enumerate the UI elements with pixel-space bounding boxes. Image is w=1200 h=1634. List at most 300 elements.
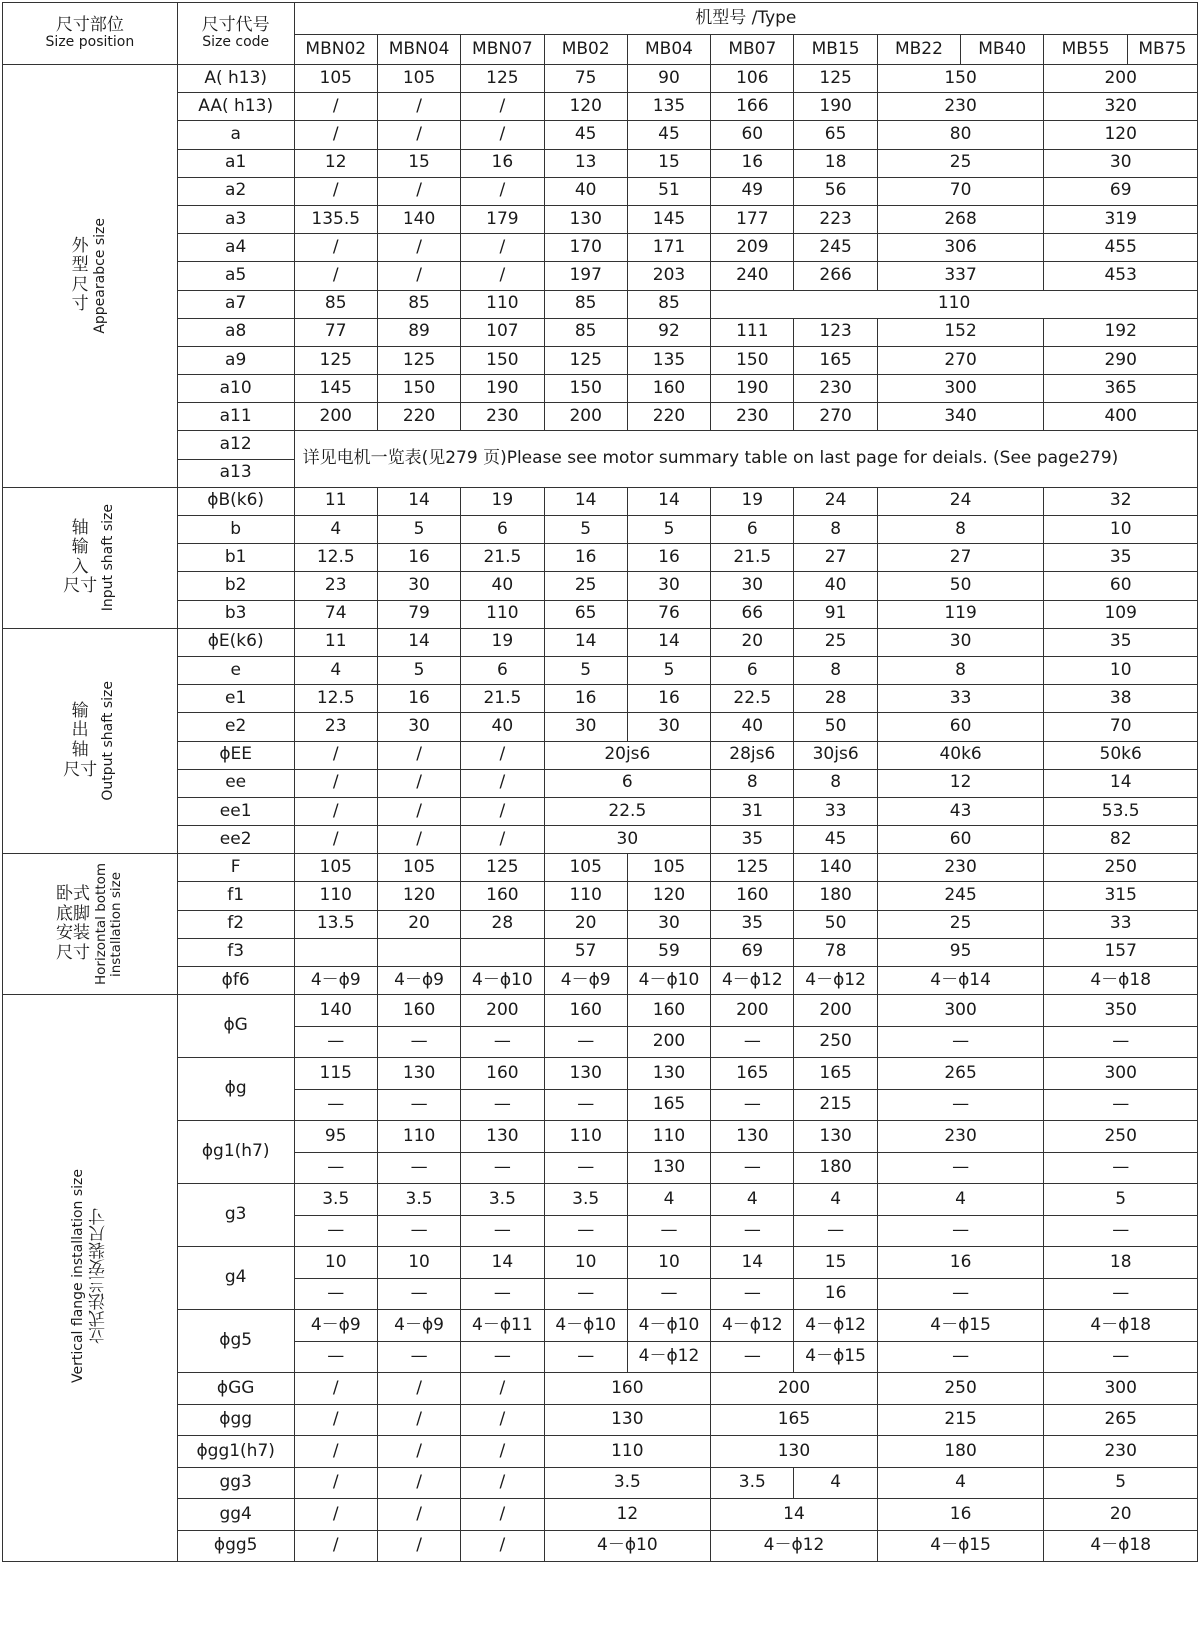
value-cell: 14 xyxy=(627,628,710,656)
value-cell: 230 xyxy=(877,854,1044,882)
table-row xyxy=(3,121,1198,149)
value-cell: 5 xyxy=(627,656,710,684)
size-code-cell: gg4 xyxy=(177,1499,294,1531)
value-cell: 12 xyxy=(544,1499,711,1531)
value-cell: — xyxy=(877,1215,1044,1247)
value-cell: 150 xyxy=(544,375,627,403)
value-cell: 150 xyxy=(461,346,544,374)
value-cell: 4 xyxy=(877,1467,1044,1499)
section-cn-line: 尺寸 xyxy=(63,576,98,597)
value-cell: 115 xyxy=(294,1058,377,1090)
value-cell: 16 xyxy=(627,544,710,572)
value-cell: — xyxy=(794,1215,877,1247)
value-cell: 85 xyxy=(377,290,460,318)
value-cell: 89 xyxy=(377,318,460,346)
value-cell: 60 xyxy=(877,826,1044,854)
value-cell: — xyxy=(461,1215,544,1247)
value-cell: 8 xyxy=(711,769,794,797)
value-cell: 19 xyxy=(461,487,544,515)
value-cell: 13 xyxy=(544,149,627,177)
value-cell: 152 xyxy=(877,318,1044,346)
value-cell: 120 xyxy=(627,882,710,910)
table-row xyxy=(3,1373,1198,1405)
value-cell: — xyxy=(1044,1341,1198,1373)
value-cell: 69 xyxy=(1044,177,1198,205)
section-cn-line: 出 xyxy=(71,720,89,741)
value-cell: 125 xyxy=(544,346,627,374)
section-label-appearance xyxy=(72,218,108,334)
value-cell: — xyxy=(627,1278,710,1310)
value-cell: 16 xyxy=(711,149,794,177)
value-cell: / xyxy=(461,1373,544,1405)
section-appearance xyxy=(3,65,178,488)
value-cell: 160 xyxy=(461,882,544,910)
value-cell: — xyxy=(1044,1089,1198,1121)
value-cell: 453 xyxy=(1044,262,1198,290)
table-row xyxy=(3,375,1198,403)
table-row xyxy=(3,685,1198,713)
value-cell: 4－ϕ15 xyxy=(794,1341,877,1373)
table-row xyxy=(3,290,1198,318)
value-cell: 28 xyxy=(794,685,877,713)
value-cell: 140 xyxy=(794,854,877,882)
section-cn-line: 底脚 xyxy=(56,903,91,924)
value-cell: 92 xyxy=(627,318,710,346)
section-output xyxy=(3,628,178,854)
section-cn-line: 安装 xyxy=(56,923,91,944)
size-code-cell: f1 xyxy=(177,882,294,910)
value-cell: 215 xyxy=(794,1089,877,1121)
section-cn-input xyxy=(63,519,97,597)
value-cell: 35 xyxy=(1044,628,1198,656)
value-cell: / xyxy=(377,1530,460,1562)
value-cell: / xyxy=(461,826,544,854)
value-cell: 265 xyxy=(1044,1404,1198,1436)
value-cell: 10 xyxy=(627,1247,710,1279)
value-cell: 30 xyxy=(377,713,460,741)
value-cell: 8 xyxy=(877,516,1044,544)
value-cell: / xyxy=(377,262,460,290)
value-cell: 4－ϕ12 xyxy=(711,1310,794,1342)
value-cell: 140 xyxy=(377,205,460,233)
value-cell: / xyxy=(377,93,460,121)
value-cell: 16 xyxy=(877,1247,1044,1279)
value-cell: 45 xyxy=(544,121,627,149)
value-cell: 125 xyxy=(711,854,794,882)
value-cell: 3.5 xyxy=(711,1467,794,1499)
value-cell: / xyxy=(461,1404,544,1436)
section-cn-line: 输 xyxy=(71,537,89,558)
value-cell: 3.5 xyxy=(294,1184,377,1216)
value-cell: 130 xyxy=(627,1058,710,1090)
value-cell: 30 xyxy=(377,572,460,600)
value-cell: 91 xyxy=(794,600,877,628)
value-cell: 130 xyxy=(627,1152,710,1184)
value-cell: — xyxy=(1044,1026,1198,1058)
value-cell: 105 xyxy=(294,854,377,882)
value-cell: 150 xyxy=(711,346,794,374)
value-cell: 38 xyxy=(1044,685,1198,713)
value-cell: / xyxy=(377,741,460,769)
value-cell: / xyxy=(461,177,544,205)
value-cell: 56 xyxy=(794,177,877,205)
value-cell: 250 xyxy=(794,1026,877,1058)
value-cell: — xyxy=(877,1341,1044,1373)
value-cell: 200 xyxy=(461,995,544,1027)
value-cell: 30 xyxy=(627,910,710,938)
section-cn-line: 外 xyxy=(71,235,89,256)
value-cell: 35 xyxy=(711,826,794,854)
size-code-cell: ϕg1(h7) xyxy=(177,1121,294,1184)
value-cell: 16 xyxy=(627,685,710,713)
value-cell: / xyxy=(461,1530,544,1562)
section-label-input xyxy=(63,504,116,611)
size-code-en: Size code xyxy=(202,34,270,51)
section-en-input: Input shaft size xyxy=(100,504,117,612)
value-cell: 8 xyxy=(794,769,877,797)
value-cell: 125 xyxy=(461,854,544,882)
value-cell: 85 xyxy=(544,318,627,346)
value-cell: 10 xyxy=(377,1247,460,1279)
size-position-header xyxy=(3,3,178,65)
value-cell: 220 xyxy=(627,403,710,431)
value-cell: 85 xyxy=(294,290,377,318)
value-cell: 306 xyxy=(877,234,1044,262)
value-cell: 230 xyxy=(877,93,1044,121)
value-cell: 3.5 xyxy=(544,1184,627,1216)
value-cell: 200 xyxy=(711,1373,878,1405)
value-cell: — xyxy=(294,1026,377,1058)
section-label-vertical xyxy=(71,1169,109,1383)
value-cell: 78 xyxy=(794,938,877,966)
size-code-cell: ϕgg xyxy=(177,1404,294,1436)
table-row xyxy=(3,487,1198,515)
size-code-cell: ee2 xyxy=(177,826,294,854)
table-row xyxy=(3,93,1198,121)
value-cell: 160 xyxy=(544,995,627,1027)
value-cell: 32 xyxy=(1044,487,1198,515)
value-cell: 70 xyxy=(877,177,1044,205)
value-cell: 16 xyxy=(544,685,627,713)
value-cell: 4－ϕ9 xyxy=(377,1310,460,1342)
size-code-cell: g3 xyxy=(177,1184,294,1247)
value-cell: 15 xyxy=(377,149,460,177)
value-cell: / xyxy=(461,93,544,121)
value-cell: 250 xyxy=(877,1373,1044,1405)
value-cell: 4－ϕ11 xyxy=(461,1310,544,1342)
value-cell: 6 xyxy=(711,516,794,544)
value-cell: 65 xyxy=(794,121,877,149)
value-cell: 130 xyxy=(544,1404,711,1436)
value-cell: 50k6 xyxy=(1044,741,1198,769)
table-row xyxy=(3,262,1198,290)
value-cell: 150 xyxy=(377,375,460,403)
size-code-cell: ϕf6 xyxy=(177,967,294,995)
size-code-cell: a2 xyxy=(177,177,294,205)
type-header-mbn07: MBN07 xyxy=(461,35,544,65)
value-cell: 266 xyxy=(794,262,877,290)
value-cell: 4－ϕ18 xyxy=(1044,1310,1198,1342)
value-cell: — xyxy=(377,1215,460,1247)
value-cell: / xyxy=(294,262,377,290)
value-cell: 95 xyxy=(877,938,1044,966)
section-cn-vertical: 立式法兰安装尺寸 xyxy=(89,1207,110,1344)
value-cell: 22.5 xyxy=(711,685,794,713)
value-cell xyxy=(294,938,377,966)
value-cell: — xyxy=(544,1278,627,1310)
value-cell: 4－ϕ18 xyxy=(1044,1530,1198,1562)
value-cell: 125 xyxy=(461,65,544,93)
size-code-cell: b1 xyxy=(177,544,294,572)
dimension-table xyxy=(2,2,1198,1562)
value-cell: — xyxy=(711,1026,794,1058)
size-code-cell: e xyxy=(177,656,294,684)
value-cell: 22.5 xyxy=(544,797,711,825)
value-cell: 177 xyxy=(711,205,794,233)
value-cell: 16 xyxy=(377,544,460,572)
value-cell: / xyxy=(294,1499,377,1531)
value-cell: / xyxy=(461,234,544,262)
value-cell: 171 xyxy=(627,234,710,262)
value-cell: 110 xyxy=(461,600,544,628)
size-code-cell: ϕGG xyxy=(177,1373,294,1405)
value-cell: 16 xyxy=(461,149,544,177)
table-row xyxy=(3,1121,1198,1153)
table-row xyxy=(3,769,1198,797)
type-header-mb07: MB07 xyxy=(711,35,794,65)
value-cell: 24 xyxy=(877,487,1044,515)
value-cell: 160 xyxy=(377,995,460,1027)
value-cell: 300 xyxy=(1044,1373,1198,1405)
table-row xyxy=(3,826,1198,854)
value-cell: 16 xyxy=(544,544,627,572)
value-cell: 12.5 xyxy=(294,685,377,713)
value-cell: 125 xyxy=(294,346,377,374)
value-cell: 50 xyxy=(794,910,877,938)
value-cell: 4－ϕ10 xyxy=(627,967,710,995)
size-code-cell: f2 xyxy=(177,910,294,938)
table-row xyxy=(3,938,1198,966)
value-cell: 20 xyxy=(1044,1499,1198,1531)
value-cell: 203 xyxy=(627,262,710,290)
value-cell: 3.5 xyxy=(461,1184,544,1216)
value-cell: 106 xyxy=(711,65,794,93)
value-cell: 30 xyxy=(627,713,710,741)
value-cell: 166 xyxy=(711,93,794,121)
value-cell: 74 xyxy=(294,600,377,628)
value-cell: 6 xyxy=(461,656,544,684)
value-cell: 250 xyxy=(1044,854,1198,882)
value-cell: 14 xyxy=(544,487,627,515)
value-cell: 192 xyxy=(1044,318,1198,346)
value-cell: 70 xyxy=(1044,713,1198,741)
value-cell: 11 xyxy=(294,628,377,656)
value-cell: 109 xyxy=(1044,600,1198,628)
value-cell: / xyxy=(461,121,544,149)
value-cell: 230 xyxy=(794,375,877,403)
table-row xyxy=(3,713,1198,741)
size-code-cell: ϕE(k6) xyxy=(177,628,294,656)
value-cell: 14 xyxy=(377,487,460,515)
table-row xyxy=(3,1530,1198,1562)
value-cell: 119 xyxy=(877,600,1044,628)
size-code-cell: b3 xyxy=(177,600,294,628)
value-cell: / xyxy=(461,262,544,290)
value-cell: / xyxy=(294,741,377,769)
value-cell: 5 xyxy=(377,516,460,544)
size-code-cell: a5 xyxy=(177,262,294,290)
value-cell: / xyxy=(377,797,460,825)
section-cn-line: 输 xyxy=(71,700,89,721)
value-cell: 165 xyxy=(711,1404,878,1436)
value-cell: — xyxy=(377,1089,460,1121)
table-row xyxy=(3,656,1198,684)
value-cell: 30 xyxy=(627,572,710,600)
value-cell: 60 xyxy=(877,713,1044,741)
table-row xyxy=(3,967,1198,995)
value-cell: 220 xyxy=(377,403,460,431)
size-code-cell: ϕB(k6) xyxy=(177,487,294,515)
value-cell: 5 xyxy=(544,656,627,684)
value-cell: 110 xyxy=(627,1121,710,1153)
value-cell: 180 xyxy=(877,1436,1044,1468)
value-cell: 150 xyxy=(877,65,1044,93)
value-cell: 40k6 xyxy=(877,741,1044,769)
value-cell: 105 xyxy=(544,854,627,882)
value-cell: 105 xyxy=(627,854,710,882)
value-cell: 6 xyxy=(544,769,711,797)
value-cell: 145 xyxy=(294,375,377,403)
value-cell: 4－ϕ9 xyxy=(294,1310,377,1342)
value-cell: 337 xyxy=(877,262,1044,290)
value-cell: 107 xyxy=(461,318,544,346)
value-cell: 140 xyxy=(294,995,377,1027)
value-cell: / xyxy=(294,1530,377,1562)
value-cell: 18 xyxy=(794,149,877,177)
section-en-vertical: Vertical flange installation size xyxy=(69,1168,86,1383)
value-cell: 43 xyxy=(877,797,1044,825)
value-cell: 4－ϕ9 xyxy=(377,967,460,995)
value-cell: / xyxy=(294,1467,377,1499)
value-cell: 4－ϕ12 xyxy=(627,1341,710,1373)
value-cell: / xyxy=(294,177,377,205)
size-code-cell: b2 xyxy=(177,572,294,600)
size-code-cell: ee xyxy=(177,769,294,797)
value-cell: 130 xyxy=(544,205,627,233)
size-code-cell: ϕg5 xyxy=(177,1310,294,1373)
value-cell: 4－ϕ12 xyxy=(711,967,794,995)
value-cell: 4－ϕ18 xyxy=(1044,967,1198,995)
size-code-cell: a xyxy=(177,121,294,149)
section-cn-appearance xyxy=(72,237,89,315)
type-header-mb02: MB02 xyxy=(544,35,627,65)
value-cell: — xyxy=(294,1152,377,1184)
table-row xyxy=(3,205,1198,233)
value-cell: 20js6 xyxy=(544,741,711,769)
section-en-appearance: Appearabce size xyxy=(91,218,108,334)
value-cell: 90 xyxy=(627,65,710,93)
section-cn-line: 寸 xyxy=(71,294,89,315)
value-cell: 33 xyxy=(877,685,1044,713)
value-cell: 160 xyxy=(711,882,794,910)
value-cell: 16 xyxy=(794,1278,877,1310)
value-cell: 50 xyxy=(877,572,1044,600)
section-cn-output xyxy=(63,702,97,780)
value-cell: / xyxy=(294,826,377,854)
table-row xyxy=(3,600,1198,628)
value-cell: 57 xyxy=(544,938,627,966)
size-code-header xyxy=(177,3,294,65)
table-row xyxy=(3,572,1198,600)
value-cell: 200 xyxy=(1044,65,1198,93)
section-cn-line: 尺寸 xyxy=(63,759,98,780)
value-cell: 40 xyxy=(794,572,877,600)
size-code-cell: ee1 xyxy=(177,797,294,825)
value-cell: / xyxy=(377,826,460,854)
size-code-cell: ϕg xyxy=(177,1058,294,1121)
type-header-mb40: MB40 xyxy=(961,35,1044,65)
value-cell: 110 xyxy=(544,1436,711,1468)
value-cell: / xyxy=(377,1404,460,1436)
value-cell: 14 xyxy=(544,628,627,656)
value-cell: 30js6 xyxy=(794,741,877,769)
type-header-mbn02: MBN02 xyxy=(294,35,377,65)
value-cell: 40 xyxy=(544,177,627,205)
value-cell: 5 xyxy=(1044,1184,1198,1216)
table-row xyxy=(3,741,1198,769)
value-cell: 30 xyxy=(877,628,1044,656)
value-cell: 4－ϕ12 xyxy=(794,967,877,995)
value-cell: 400 xyxy=(1044,403,1198,431)
value-cell: — xyxy=(1044,1278,1198,1310)
value-cell: 8 xyxy=(794,656,877,684)
value-cell: 25 xyxy=(794,628,877,656)
type-header-mb55: MB55 xyxy=(1044,35,1127,65)
value-cell: 33 xyxy=(794,797,877,825)
value-cell: 350 xyxy=(1044,995,1198,1027)
value-cell: — xyxy=(377,1152,460,1184)
value-cell: 21.5 xyxy=(461,544,544,572)
value-cell: / xyxy=(461,741,544,769)
value-cell: 18 xyxy=(1044,1247,1198,1279)
value-cell: / xyxy=(294,769,377,797)
value-cell: 125 xyxy=(794,65,877,93)
value-cell: 82 xyxy=(1044,826,1198,854)
value-cell: 160 xyxy=(461,1058,544,1090)
value-cell: / xyxy=(461,1436,544,1468)
value-cell: 30 xyxy=(544,713,627,741)
size-code-cell: ϕG xyxy=(177,995,294,1058)
value-cell: 105 xyxy=(294,65,377,93)
size-code-cell: e2 xyxy=(177,713,294,741)
value-cell: — xyxy=(711,1152,794,1184)
value-cell: 4－ϕ10 xyxy=(461,967,544,995)
value-cell: 130 xyxy=(794,1121,877,1153)
table-row xyxy=(3,1436,1198,1468)
value-cell: / xyxy=(294,1436,377,1468)
table-row xyxy=(3,1499,1198,1531)
size-code-cell: gg3 xyxy=(177,1467,294,1499)
section-cn-line: 入 xyxy=(71,556,89,577)
value-cell: 4－ϕ15 xyxy=(877,1530,1044,1562)
value-cell: 215 xyxy=(877,1404,1044,1436)
value-cell: — xyxy=(1044,1152,1198,1184)
value-cell: 130 xyxy=(711,1436,878,1468)
value-cell: 28js6 xyxy=(711,741,794,769)
value-cell: 105 xyxy=(377,65,460,93)
value-cell: 230 xyxy=(711,403,794,431)
value-cell: 25 xyxy=(877,149,1044,177)
